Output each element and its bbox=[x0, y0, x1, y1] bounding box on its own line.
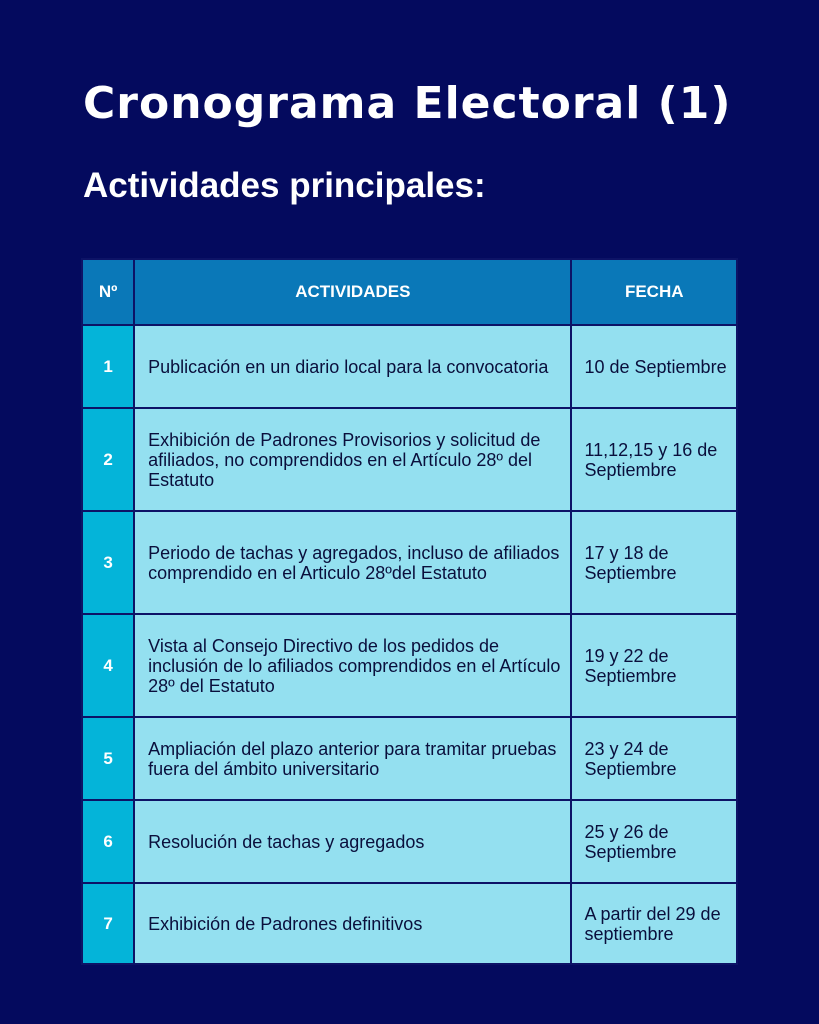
table-row bbox=[82, 717, 737, 800]
header-number: Nº bbox=[82, 259, 134, 325]
row-activity: Resolución de tachas y agregados bbox=[134, 800, 571, 883]
row-activity: Ampliación del plazo anterior para tramitar pruebas fuera del ámbito universitario bbox=[134, 717, 571, 800]
row-number: 4 bbox=[82, 614, 134, 717]
table-row bbox=[82, 325, 737, 408]
row-activity: Exhibición de Padrones definitivos bbox=[134, 883, 571, 964]
row-date: 17 y 18 de Septiembre bbox=[571, 511, 737, 614]
row-date: 25 y 26 de Septiembre bbox=[571, 800, 737, 883]
row-number: 3 bbox=[82, 511, 134, 614]
header-date: FECHA bbox=[571, 259, 737, 325]
row-date: 19 y 22 de Septiembre bbox=[571, 614, 737, 717]
row-number: 7 bbox=[82, 883, 134, 964]
table-row bbox=[82, 408, 737, 511]
row-activity: Exhibición de Padrones Provisorios y solicitud de afiliados, no comprendidos en el Artículo 28º del Estatuto bbox=[134, 408, 571, 511]
table-header-row bbox=[82, 259, 737, 325]
schedule-table bbox=[81, 258, 738, 965]
table-row bbox=[82, 511, 737, 614]
row-activity: Vista al Consejo Directivo de los pedidos de inclusión de lo afiliados comprendidos en el Artículo 28º del Estatuto bbox=[134, 614, 571, 717]
table-row bbox=[82, 800, 737, 883]
row-date: 23 y 24 de Septiembre bbox=[571, 717, 737, 800]
row-activity: Periodo de tachas y agregados, incluso de afiliados comprendido en el Articulo 28ºdel Estatuto bbox=[134, 511, 571, 614]
page-title: Cronograma Electoral (1) bbox=[83, 78, 732, 129]
row-date: 10 de Septiembre bbox=[571, 325, 737, 408]
row-date: 11,12,15 y 16 de Septiembre bbox=[571, 408, 737, 511]
row-number: 1 bbox=[82, 325, 134, 408]
page-subtitle: Actividades principales: bbox=[83, 166, 486, 205]
table-row bbox=[82, 614, 737, 717]
table-row bbox=[82, 883, 737, 964]
row-number: 6 bbox=[82, 800, 134, 883]
row-number: 2 bbox=[82, 408, 134, 511]
header-activity: ACTIVIDADES bbox=[134, 259, 571, 325]
row-number: 5 bbox=[82, 717, 134, 800]
row-activity: Publicación en un diario local para la convocatoria bbox=[134, 325, 571, 408]
row-date: A partir del 29 de septiembre bbox=[571, 883, 737, 964]
